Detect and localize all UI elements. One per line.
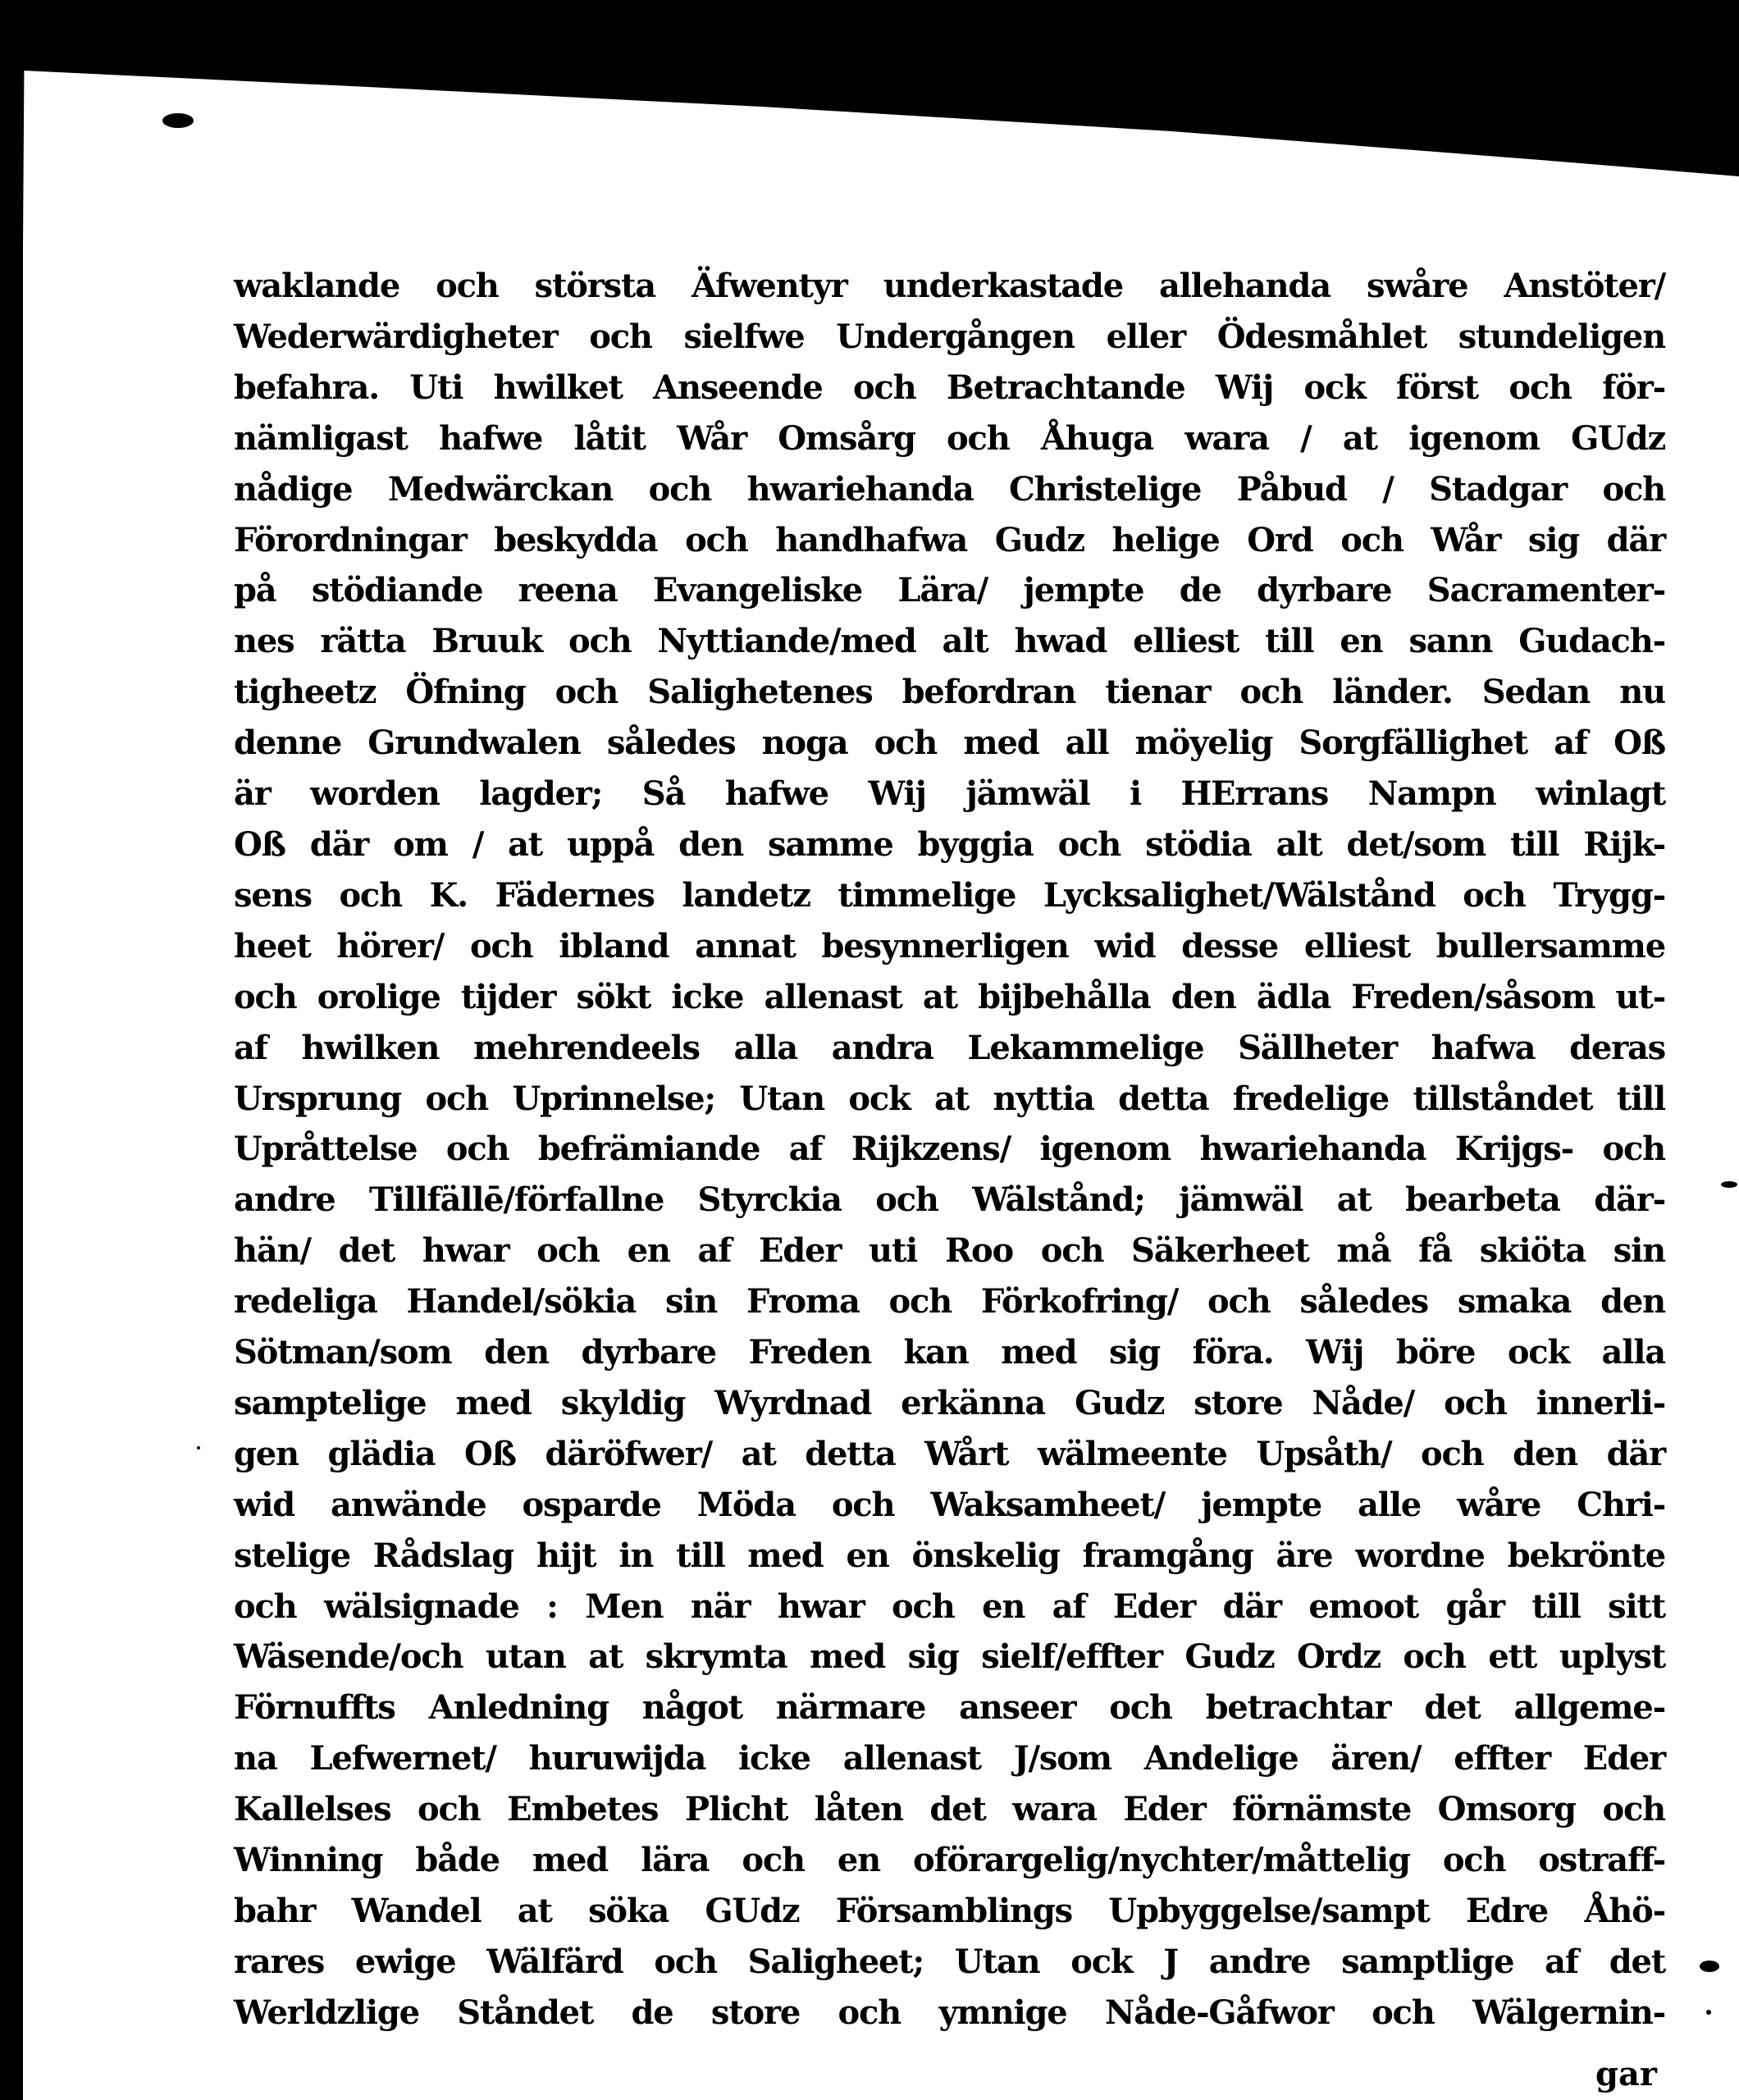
scan-border-left xyxy=(0,0,25,2100)
text-line: sens och K. Fädernes landetz timmelige Lycksalighet/Wälstånd och Trygg- xyxy=(234,875,1665,915)
text-line: Wederwärdigheter och sielfwe Undergången eller Ödesmåhlet stundeligen xyxy=(234,317,1665,356)
text-line: nådige Medwärckan och hwariehanda Christelige Påbud / Stadgar och xyxy=(234,469,1665,509)
text-line: och wälsignade : Men när hwar och en af Eder där emoot går till sitt xyxy=(234,1586,1665,1626)
catchword: gar xyxy=(1595,2055,1657,2093)
text-line: Werldzlige Ståndet de store och ymnige Nåde-Gåfwor och Wälgernin- xyxy=(234,1993,1665,2032)
text-line: hän/ det hwar och en af Eder uti Roo och Säkerheet må få skiöta sin xyxy=(234,1231,1665,1271)
text-line: och orolige tijder sökt icke allenast at bijbehålla den ädla Freden/såsom ut- xyxy=(234,977,1665,1016)
text-line: Winning både med lära och en oförargelig/nychter/måttelig och ostraff- xyxy=(234,1841,1665,1880)
text-line: andre Tillfällē/förfallne Styrckia och Wälstånd; jämwäl at bearbeta där- xyxy=(234,1180,1665,1220)
text-line: Förnuffts Anledning något närmare anseer och betrachtar det allgeme- xyxy=(234,1688,1665,1728)
text-line: heet hörer/ och ibland annat besynnerligen wid desse elliest bullersamme xyxy=(234,926,1665,966)
text-line: Upråttelse och befrämiande af Rijkzens/ igenom hwariehanda Krijgs- och xyxy=(234,1130,1665,1169)
text-line: Ursprung och Uprinnelse; Utan ock at nyttia detta fredelige tillståndet till xyxy=(234,1079,1665,1118)
body-text xyxy=(234,261,1665,2038)
text-line: af hwilken mehrendeels alla andra Lekammelige Sällheter hafwa deras xyxy=(234,1028,1665,1067)
text-line: är worden lagder; Så hafwe Wij jämwäl i HErrans Nampn winlagt xyxy=(234,774,1665,814)
text-line: Förordningar beskydda och handhafwa Gudz helige Ord och Wår sig där xyxy=(234,520,1665,559)
text-line: Oß där om / at uppå den samme byggia och stödia alt det/som till Rijk- xyxy=(234,824,1665,864)
ink-speck xyxy=(0,1386,8,1419)
ink-speck xyxy=(1706,2010,1711,2015)
text-line: nämligast hafwe låtit Wår Omsårg och Åhuga wara / at igenom GUdz xyxy=(234,418,1665,458)
text-line: Sötman/som den dyrbare Freden kan med sig föra. Wij böre ock alla xyxy=(234,1333,1665,1372)
text-line: gen glädia Oß däröfwer/ at detta Wårt wälmeente Upsåth/ och den där xyxy=(234,1434,1665,1473)
text-line: denne Grundwalen således noga och med all möyelig Sorgfällighet af Oß xyxy=(234,724,1665,763)
text-line: waklande och största Äfwentyr underkastade allehanda swåre Anstöter/ xyxy=(234,267,1665,305)
text-line: tigheetz Öfning och Salighetenes befordran tienar och länder. Sedan nu xyxy=(234,673,1665,712)
text-line: Wäsende/och utan at skrymta med sig sielf/effter Gudz Ordz och ett uplyst xyxy=(234,1637,1665,1677)
ink-speck xyxy=(1700,1961,1719,1972)
text-line: wid anwände osparde Möda och Waksamheet/ jempte alle wåre Chri- xyxy=(234,1485,1665,1524)
ink-blot xyxy=(162,113,194,128)
text-line: rares ewige Wälfärd och Saligheet; Utan ock J andre samptlige af det xyxy=(234,1942,1665,1981)
text-line: på stödiande reena Evangeliske Lära/ jempte de dyrbare Sacramenter- xyxy=(234,571,1665,610)
text-line: befahra. Uti hwilket Anseende och Betrachtande Wij ock först och för- xyxy=(234,368,1665,407)
ink-speck xyxy=(1721,1181,1737,1188)
text-line: Kallelses och Embetes Plicht låten det wara Eder förnämste Omsorg och xyxy=(234,1790,1665,1829)
text-line: bahr Wandel at söka GUdz Församblings Upbyggelse/sampt Edre Åhö- xyxy=(234,1892,1665,1930)
text-line: redeliga Handel/sökia sin Froma och Förkofring/ och således smaka den xyxy=(234,1282,1665,1322)
text-line: stelige Rådslag hijt in till med en önskelig framgång äre wordne bekrönte xyxy=(234,1536,1665,1575)
ink-speck xyxy=(197,1446,200,1449)
text-line: nes rätta Bruuk och Nyttiande/med alt hwad elliest till en sann Gudach- xyxy=(234,622,1665,661)
text-line: na Lefwernet/ huruwijda icke allenast J/som Andelige ären/ effter Eder xyxy=(234,1739,1665,1778)
text-line: samptelige med skyldig Wyrdnad erkänna Gudz store Nåde/ och innerli- xyxy=(234,1383,1665,1422)
